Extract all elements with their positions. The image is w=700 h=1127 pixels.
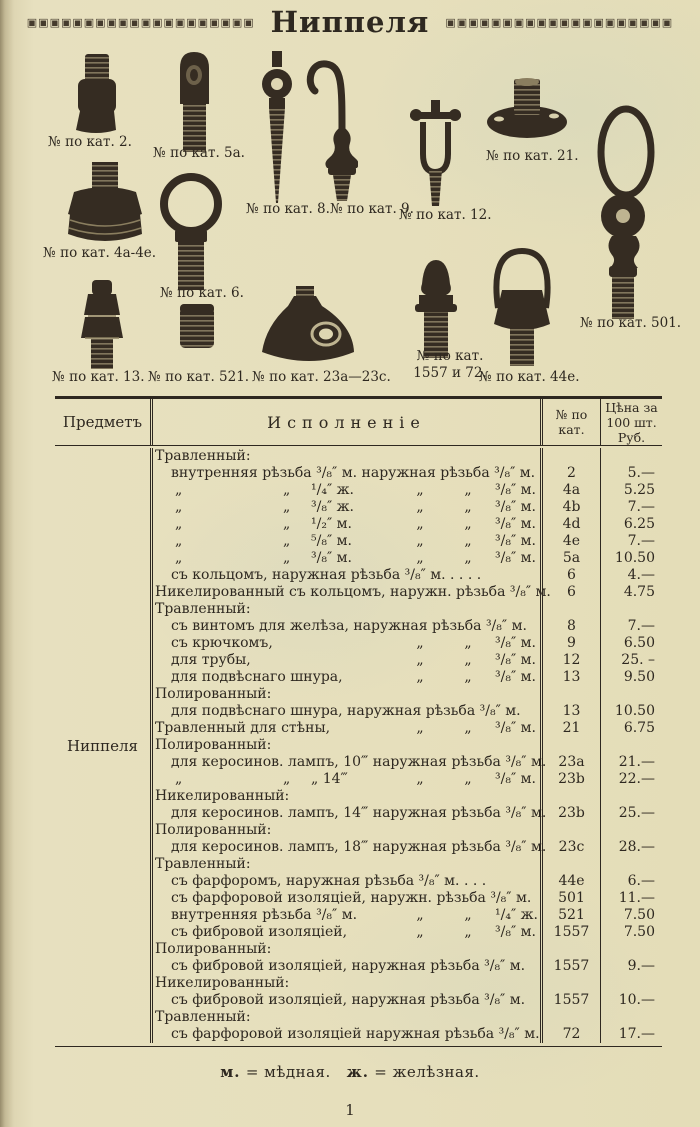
price-cell: 22.— — [600, 771, 662, 788]
cell-text: Травленный: — [155, 448, 251, 464]
exec-cell — [150, 669, 540, 686]
cell-text: съ фибровой изоляціей, наружная рѣзьба ³/₈″ м. — [171, 958, 526, 974]
title-bar — [0, 0, 700, 38]
cat-no-cell: 23b — [540, 771, 600, 788]
cell-text: ³/₈″ м. — [495, 635, 536, 651]
cell-text: „ — [464, 516, 472, 532]
cell-text: для керосинов. лампъ, 18‴ наружная рѣзьба ³/₈″ м. — [171, 839, 547, 855]
cell-text: „ — [416, 635, 424, 651]
cat-no-cell — [540, 448, 600, 465]
cell-text: „ — [283, 516, 291, 532]
cell-text: ³/₈″ м. — [495, 924, 536, 940]
cat-no-cell: 4d — [540, 516, 600, 533]
product-image-cat-6 — [150, 172, 232, 296]
cell-text: „ — [416, 516, 424, 532]
price-cell: 5.— — [600, 465, 662, 482]
table-row — [150, 822, 662, 839]
table-row — [150, 499, 662, 516]
product-image-cat-12 — [408, 98, 463, 210]
price-cell: 10.50 — [600, 550, 662, 567]
exec-cell — [150, 839, 547, 856]
cell-text: ⁵/₈″ м. — [311, 533, 352, 549]
product-plates — [0, 38, 700, 392]
cell-text: „ — [175, 533, 183, 549]
exec-cell — [150, 822, 540, 839]
price-cell: 6.— — [600, 873, 662, 890]
exec-cell — [150, 516, 540, 533]
table-row — [150, 652, 662, 669]
cat-no-cell: 72 — [540, 1026, 600, 1043]
header-price: Цѣна за 100 шт. Руб. — [600, 399, 662, 445]
cat-no-cell — [540, 686, 600, 703]
cat-no-cell — [540, 737, 600, 754]
price-cell: 5.25 — [600, 482, 662, 499]
table-row — [150, 516, 662, 533]
cell-text: „ 14‴ — [311, 771, 348, 787]
cell-text: внутренняя рѣзьба ³/₈″ м. наружная рѣзьба ³/₈″ м. — [171, 465, 536, 481]
cell-text: ³/₈″ м. — [495, 720, 536, 736]
cell-text: ¹/₄″ ж. — [311, 482, 354, 498]
cell-text: „ — [175, 550, 183, 566]
table-row — [150, 873, 662, 890]
cell-text: „ — [464, 482, 472, 498]
cell-text: ³/₈″ м. — [495, 771, 536, 787]
table-row — [150, 1009, 662, 1026]
price-cell: 9.50 — [600, 669, 662, 686]
cell-text: „ — [416, 482, 424, 498]
exec-cell — [150, 448, 540, 465]
price-cell: 4.— — [600, 567, 662, 584]
cell-text: Полированный: — [155, 822, 272, 838]
product-image-cat-23a-23c — [258, 286, 358, 372]
product-image-cat-521 — [176, 302, 218, 350]
cat-no-cell: 4а — [540, 482, 600, 499]
page-number: 1 — [345, 1101, 355, 1119]
table-row — [150, 703, 662, 720]
table-row — [150, 482, 662, 499]
product-label: № по кат. 23а—23с. — [252, 369, 391, 385]
cell-text: Никелированный: — [155, 788, 290, 804]
table-body — [150, 446, 662, 1046]
product-image-cat-2 — [70, 54, 122, 134]
price-cell — [600, 975, 662, 992]
table-row — [150, 805, 662, 822]
cell-text: „ — [464, 720, 472, 736]
cell-text: для подвѣснаго шнура, — [171, 669, 343, 685]
product-label: № по кат. 4а-4е. — [43, 245, 157, 261]
table-row — [150, 992, 662, 1009]
price-cell: 25.— — [600, 805, 662, 822]
table-header — [55, 396, 662, 446]
cell-text: ¹/₂″ м. — [311, 516, 352, 532]
ornament-left: ▣▣▣▣▣▣▣▣▣▣▣▣▣▣▣▣▣▣▣▣ — [26, 16, 255, 29]
page-title: Ниппеля — [270, 5, 430, 39]
cell-text: съ винтомъ для желѣза, наружная рѣзьба ³/₈″ м. — [171, 618, 527, 634]
exec-cell — [150, 550, 540, 567]
table-row — [150, 907, 662, 924]
cat-no-cell — [540, 941, 600, 958]
table-row — [150, 465, 662, 482]
cat-no-cell: 6 — [540, 584, 600, 601]
cell-text: Полированный: — [155, 941, 272, 957]
cell-text: „ — [464, 924, 472, 940]
exec-cell — [150, 703, 540, 720]
product-image-cat-8 — [256, 51, 298, 209]
footnote-m-abbr: м. — [220, 1063, 241, 1081]
cat-no-cell: 1557 — [540, 958, 600, 975]
cat-no-cell: 23с — [540, 839, 600, 856]
cat-no-cell: 2 — [540, 465, 600, 482]
product-image-cat-9 — [298, 56, 358, 204]
product-image-cat-13 — [76, 280, 128, 370]
price-cell: 25. – — [600, 652, 662, 669]
table-row — [150, 1026, 662, 1043]
cell-text: „ — [464, 907, 472, 923]
exec-cell — [150, 567, 540, 584]
cat-no-cell: 1557 — [540, 924, 600, 941]
product-label: № по кат. 9. — [330, 201, 414, 217]
price-cell — [600, 822, 662, 839]
price-cell — [600, 788, 662, 805]
table-row — [150, 550, 662, 567]
exec-cell — [150, 720, 540, 737]
price-cell: 7.— — [600, 533, 662, 550]
table-row — [150, 839, 662, 856]
price-cell: 7.— — [600, 618, 662, 635]
product-label: № по кат. 44е. — [479, 369, 580, 385]
cell-text: Никелированный съ кольцомъ, наружн. рѣзьба ³/₈″ м. — [155, 584, 551, 600]
footnote-zh-text: = желѣзная. — [374, 1063, 480, 1081]
cell-text: „ — [464, 771, 472, 787]
cat-no-cell: 6 — [540, 567, 600, 584]
cell-text: „ — [464, 550, 472, 566]
price-cell — [600, 941, 662, 958]
product-label: № по кат. 21. — [486, 148, 579, 164]
cell-text: „ — [416, 669, 424, 685]
cat-no-cell: 1557 — [540, 992, 600, 1009]
cell-text: ³/₈″ м. — [495, 669, 536, 685]
product-image-cat-5a — [172, 52, 217, 154]
table-row — [150, 567, 662, 584]
cell-text: „ — [464, 652, 472, 668]
price-cell: 7.50 — [600, 924, 662, 941]
cell-text: съ фарфоровой изоляціей, наружн. рѣзьба ³/₈″ м. — [171, 890, 532, 906]
cat-no-cell: 13 — [540, 669, 600, 686]
header-cat: № по кат. — [540, 399, 600, 445]
exec-cell — [150, 465, 540, 482]
cell-text: Полированный: — [155, 686, 272, 702]
price-cell: 4.75 — [600, 584, 662, 601]
cell-text: „ — [416, 907, 424, 923]
product-label: № по кат. 521. — [148, 369, 250, 385]
table-row — [150, 788, 662, 805]
cat-no-cell — [540, 788, 600, 805]
cell-text: „ — [416, 924, 424, 940]
cat-no-cell — [540, 975, 600, 992]
cat-no-cell: 23b — [540, 805, 600, 822]
cat-no-cell — [540, 822, 600, 839]
cat-no-cell — [540, 601, 600, 618]
exec-cell — [150, 635, 540, 652]
cell-text: „ — [416, 771, 424, 787]
ornament-right: ▣▣▣▣▣▣▣▣▣▣▣▣▣▣▣▣▣▣▣▣ — [445, 16, 674, 29]
product-image-cat-501 — [590, 104, 658, 334]
exec-cell — [150, 890, 540, 907]
cell-text: ³/₈″ м. — [495, 516, 536, 532]
cell-text: ³/₈″ м. — [495, 499, 536, 515]
cell-text: Травленный: — [155, 856, 251, 872]
cat-no-cell: 13 — [540, 703, 600, 720]
exec-cell — [150, 737, 540, 754]
price-cell — [600, 601, 662, 618]
exec-cell — [150, 601, 540, 618]
exec-cell — [150, 788, 540, 805]
exec-cell — [150, 924, 540, 941]
cell-text: „ — [175, 516, 183, 532]
cell-text: „ — [283, 499, 291, 515]
cat-no-cell: 5а — [540, 550, 600, 567]
product-label: № по кат. 6. — [160, 285, 244, 301]
cell-text: съ фарфоромъ, наружная рѣзьба ³/₈″ м. . . . — [171, 873, 487, 889]
exec-cell — [150, 907, 540, 924]
cell-text: съ фарфоровой изоляціей наружная рѣзьба ³/₈″ м. — [171, 1026, 540, 1042]
cell-text: съ фибровой изоляціей, — [171, 924, 348, 940]
price-cell: 7.— — [600, 499, 662, 516]
exec-cell — [150, 1009, 540, 1026]
product-label: № по кат. 501. — [580, 315, 682, 331]
cell-text: Травленный: — [155, 601, 251, 617]
price-cell: 6.50 — [600, 635, 662, 652]
product-image-cat-21 — [484, 76, 569, 140]
table-body-wrap — [55, 446, 662, 1047]
cell-text: „ — [283, 533, 291, 549]
exec-cell — [150, 805, 547, 822]
table-row — [150, 533, 662, 550]
product-label: № по кат. 5а. — [153, 145, 245, 161]
cell-text: „ — [464, 499, 472, 515]
price-cell: 7.50 — [600, 907, 662, 924]
header-exec: Исполненіе — [150, 399, 540, 445]
exec-cell — [150, 618, 540, 635]
cell-text: „ — [283, 550, 291, 566]
cat-no-cell: 501 — [540, 890, 600, 907]
product-label: № по кат. 2. — [48, 134, 132, 150]
cell-text: ³/₈″ м. — [495, 550, 536, 566]
cell-text: „ — [416, 499, 424, 515]
table-row — [150, 686, 662, 703]
cell-text: „ — [283, 482, 291, 498]
table-row — [150, 737, 662, 754]
price-cell: 10.50 — [600, 703, 662, 720]
cell-text: ³/₈″ м. — [495, 533, 536, 549]
product-image-cat-1557-72 — [410, 258, 462, 360]
exec-cell — [150, 975, 540, 992]
cell-text: съ фибровой изоляціей, наружная рѣзьба ³/₈″ м. — [171, 992, 526, 1008]
product-label: № по кат. 1557 и 72. — [413, 348, 487, 381]
cat-no-cell: 9 — [540, 635, 600, 652]
cat-no-cell — [540, 1009, 600, 1026]
product-label: № по кат. 12. — [399, 207, 492, 223]
cell-text: ³/₈″ м. — [495, 482, 536, 498]
price-cell: 6.25 — [600, 516, 662, 533]
cell-text: „ — [416, 533, 424, 549]
table-row — [150, 635, 662, 652]
exec-cell — [150, 754, 547, 771]
table-row — [150, 754, 662, 771]
cat-no-cell — [540, 856, 600, 873]
price-cell: 9.— — [600, 958, 662, 975]
exec-cell — [150, 686, 540, 703]
cell-text: ³/₈″ ж. — [311, 499, 354, 515]
exec-cell — [150, 1026, 540, 1043]
cat-no-cell: 8 — [540, 618, 600, 635]
table-row — [150, 890, 662, 907]
cell-text: „ — [175, 771, 183, 787]
cell-text: ³/₈″ м. — [311, 550, 352, 566]
price-cell — [600, 448, 662, 465]
exec-cell — [150, 873, 540, 890]
cell-text: Травленный для стѣны, — [155, 720, 331, 736]
table-row — [150, 448, 662, 465]
exec-cell — [150, 941, 540, 958]
cell-text: „ — [175, 482, 183, 498]
cell-text: съ кольцомъ, наружная рѣзьба ³/₈″ м. . . . . — [171, 567, 482, 583]
cell-text: „ — [175, 499, 183, 515]
price-table — [55, 396, 662, 1047]
exec-cell — [150, 533, 540, 550]
exec-cell — [150, 499, 540, 516]
price-cell: 17.— — [600, 1026, 662, 1043]
price-cell: 21.— — [600, 754, 662, 771]
price-cell — [600, 686, 662, 703]
price-cell — [600, 737, 662, 754]
cell-text: „ — [464, 533, 472, 549]
product-image-cat-4a-4e — [60, 162, 150, 256]
exec-cell — [150, 584, 551, 601]
cell-text: для керосинов. лампъ, 14‴ наружная рѣзьба ³/₈″ м. — [171, 805, 547, 821]
table-row — [150, 771, 662, 788]
cell-text: съ крючкомъ, — [171, 635, 273, 651]
exec-cell — [150, 652, 540, 669]
table-row — [150, 975, 662, 992]
exec-cell — [150, 771, 540, 788]
exec-cell — [150, 482, 540, 499]
product-label: № по кат. 8. — [246, 201, 330, 217]
product-label: № по кат. 13. — [52, 369, 145, 385]
cell-text: Никелированный: — [155, 975, 290, 991]
table-row — [150, 584, 662, 601]
cell-text: „ — [464, 635, 472, 651]
cell-text: „ — [283, 771, 291, 787]
cell-text: для подвѣснаго шнура, наружная рѣзьба ³/₈″ м. — [171, 703, 521, 719]
cell-text: для керосинов. лампъ, 10‴ наружная рѣзьба ³/₈″ м. — [171, 754, 547, 770]
cell-text: для трубы, — [171, 652, 251, 668]
cell-text: внутренняя рѣзьба ³/₈″ м. — [171, 907, 358, 923]
cat-no-cell: 4е — [540, 533, 600, 550]
price-cell: 10.— — [600, 992, 662, 1009]
table-row — [150, 856, 662, 873]
price-cell: 28.— — [600, 839, 662, 856]
price-cell: 6.75 — [600, 720, 662, 737]
cell-text: Полированный: — [155, 737, 272, 753]
item-column-label: Ниппеля — [67, 737, 138, 755]
footnote — [0, 1063, 700, 1081]
price-cell: 11.— — [600, 890, 662, 907]
exec-cell — [150, 992, 540, 1009]
cell-text: Травленный: — [155, 1009, 251, 1025]
cat-no-cell: 44е — [540, 873, 600, 890]
cat-no-cell: 4b — [540, 499, 600, 516]
cell-text: ¹/₄″ ж. — [495, 907, 538, 923]
exec-cell — [150, 856, 540, 873]
cell-text: „ — [464, 669, 472, 685]
table-row — [150, 669, 662, 686]
cat-no-cell: 23а — [540, 754, 600, 771]
cat-no-cell: 12 — [540, 652, 600, 669]
table-row — [150, 601, 662, 618]
cell-text: „ — [416, 720, 424, 736]
footnote-m-text: = мѣдная. — [245, 1063, 331, 1081]
header-item: Предметъ — [62, 413, 143, 431]
table-row — [150, 924, 662, 941]
exec-cell — [150, 958, 540, 975]
cat-no-cell: 521 — [540, 907, 600, 924]
cell-text: „ — [416, 550, 424, 566]
cat-no-cell: 21 — [540, 720, 600, 737]
footnote-zh-abbr: ж. — [346, 1063, 369, 1081]
price-cell — [600, 1009, 662, 1026]
table-row — [150, 618, 662, 635]
price-cell — [600, 856, 662, 873]
cell-text: „ — [416, 652, 424, 668]
cell-text: ³/₈″ м. — [495, 652, 536, 668]
table-row — [150, 958, 662, 975]
table-row — [150, 941, 662, 958]
table-row — [150, 720, 662, 737]
